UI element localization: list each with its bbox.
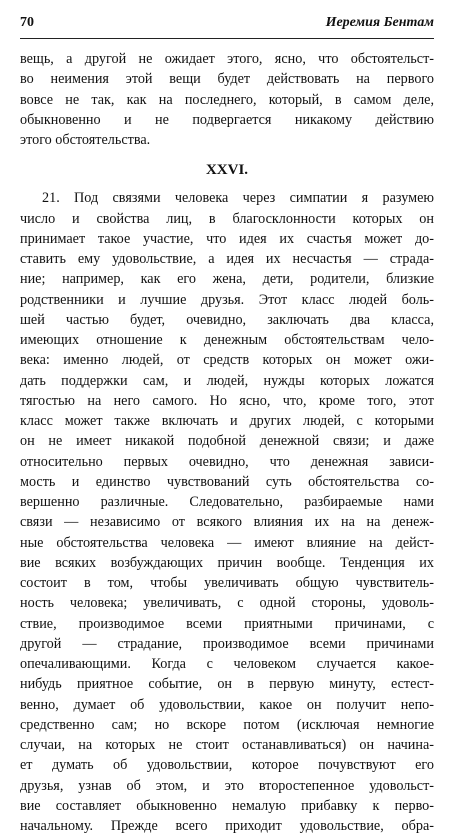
text-line: ние; например, как его жена, дети, родители, близкие — [20, 271, 434, 288]
book-page — [20, 14, 434, 836]
text-line: века: именно людей, от средств которых он может ожи- — [20, 352, 434, 369]
running-title: Иеремия Бентам — [325, 15, 434, 30]
text-line: средственно сам; но вскоре потом (исключая немногие — [20, 716, 434, 733]
text-line: шей частью будет, очевидно, заключать два класса, — [20, 311, 434, 328]
text-line: ность человека; увеличивать, с одной стороны, удоволь- — [20, 595, 434, 612]
text-line: имеющих отношение к денежным обстоятельствам чело- — [20, 332, 434, 348]
text-line: 21. Под связями человека через симпатии я разумею — [42, 190, 434, 207]
text-line: обыкновенно и не подвергается никакому действию — [20, 111, 434, 128]
text-line: связи — независимо от всякого влияния их на на денеж- — [20, 514, 434, 531]
text-line: состоит в том, чтобы увеличивать общую чувствитель- — [20, 575, 434, 591]
text-line: вершенно различные. Следовательно, разбираемые нами — [20, 494, 434, 510]
text-line: начальному. Прежде всего приходит удовольствие, обра- — [20, 818, 434, 834]
text-line: друзья, узнав об этом, и это второстепенное удовольст- — [20, 777, 434, 794]
text-line: число и свойства лиц, в благосклонности которых он — [20, 210, 434, 227]
text-line: другой — страдание, производимое всеми причинами — [20, 635, 434, 652]
text-line: опечаливающими. Когда с человеком случается какое- — [20, 656, 434, 672]
text-line: во неимения этой вещи будет действовать на первого — [20, 71, 434, 88]
text-line: вие составляет обыкновенно немалую прибавку к перво- — [20, 797, 434, 814]
text-line: тягостью на него самого. Но ясно, что, кроме того, этот — [20, 392, 434, 409]
text-line: венно, думает об удовольствии, какое он получит непо- — [20, 696, 434, 713]
text-line: относительно первых очевидно, что денежная зависи- — [20, 453, 434, 470]
page-header — [20, 14, 434, 39]
text-line: нибудь приятное событие, он в первую минуту, естест- — [20, 676, 434, 693]
text-line: ствие, производимое всеми приятными причинами, с — [20, 615, 434, 632]
text-line: вие всяких возбуждающих причин вообще. Тенденция их — [20, 554, 434, 571]
page-body — [20, 49, 434, 836]
page-number: 70 — [20, 15, 34, 30]
text-line: ет думать об удовольствии, которое почувствуют его — [20, 757, 434, 774]
text-line: дать поддержки сам, и людей, нужды которых ложатся — [20, 372, 434, 389]
text-line: ставить ему удовольствие, а идея их несчастья — страда- — [20, 251, 434, 267]
text-line: родственники и лучшие друзья. Этот класс людей боль- — [20, 291, 434, 308]
section-heading: XXVI. — [205, 162, 249, 179]
text-line: мость и единство чувствований суть обстоятельства со- — [20, 473, 434, 490]
text-line: ные обстоятельства человека — имеют влияние на дейст- — [20, 534, 434, 551]
text-line: он не имеет никакой подобной денежной связи; и даже — [20, 433, 434, 450]
paragraph-continued — [20, 49, 434, 150]
text-line: вовсе не так, как на последнего, который, в самом деле, — [20, 91, 434, 108]
paragraph-21 — [20, 188, 434, 836]
text-line: принимает такое участие, что идея их счастья может до- — [20, 230, 434, 247]
text-line: случаи, на которых не стоит останавливаться) он начина- — [20, 737, 434, 753]
text-line: вещь, а другой не ожидает этого, ясно, что обстоятельст- — [20, 51, 434, 67]
text-line: этого обстоятельства. — [20, 132, 151, 148]
text-line: класс может также включать и других людей, с которыми — [20, 413, 434, 429]
